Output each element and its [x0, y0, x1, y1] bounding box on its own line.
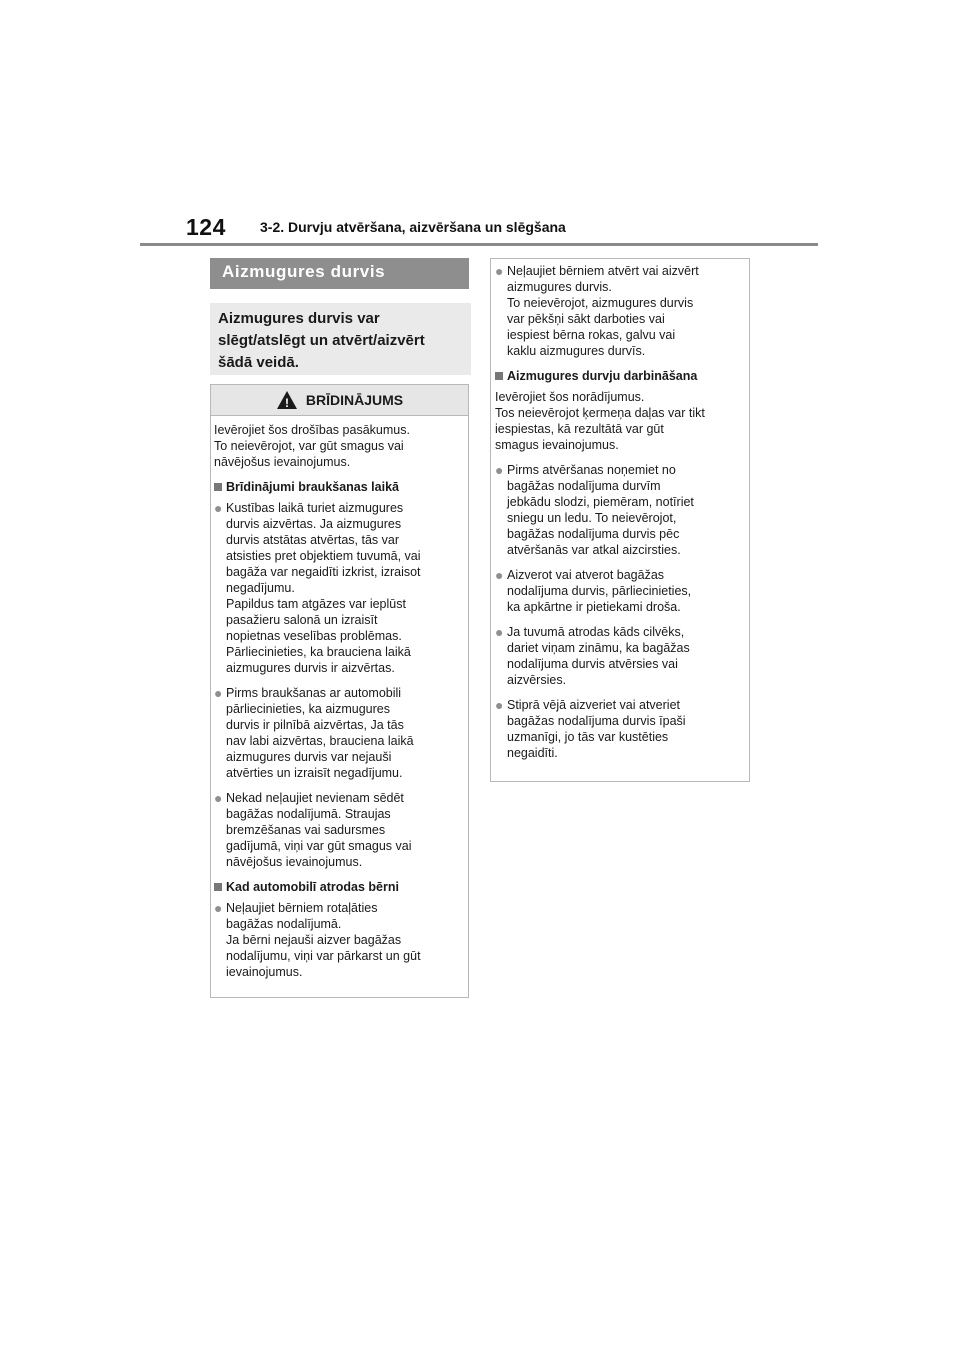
list-item: ● Nekad neļaujiet nevienam sēdēt bagāžas nodalījumā. Straujas bremzēšanas vai sadursmes gadījumā, viņi var gūt smagus vai nāvējošus ievainojumus.: [214, 790, 412, 869]
list-item: ● Neļaujiet bērniem atvērt vai aizvērt aizmugures durvis. To neievērojot, aizmugures durvis var pēkšņi sākt darboties vai iespiest bērna rokas, galvu vai kaklu aizmugures durvīs.: [495, 263, 699, 358]
intro-text: Aizmugures durvis var slēgt/atslēgt un atvērt/aizvērt šādā veidā.: [218, 310, 425, 371]
warning-header: [211, 385, 468, 416]
section-title: Aizmugures durvis: [210, 258, 469, 289]
intro-box: [210, 303, 471, 375]
bullet-icon: ●: [214, 900, 223, 916]
warning-subheading: Brīdinājumi braukšanas laikā: [214, 479, 460, 495]
bullet-icon: ●: [214, 790, 223, 806]
list-item: ● Stiprā vējā aizveriet vai atveriet bagāžas nodalījuma durvis īpaši uzmanīgi, jo tās var kustēties negaidīti.: [495, 697, 686, 760]
warning-mark: !: [284, 396, 289, 410]
page-number: 124: [186, 214, 226, 240]
bullet-icon: ●: [495, 263, 504, 279]
section-intro: Ievērojiet šos norādījumus. Tos neievērojot ķermeņa daļas var tikt iespiestas, kā rezultātā var gūt smagus ievainojumus.: [495, 390, 705, 452]
square-bullet-icon: [214, 483, 222, 491]
warning-box-continued: [490, 258, 750, 782]
list-item: ● Neļaujiet bērniem rotaļāties bagāžas nodalījumā. Ja bērni nejauši aizver bagāžas nodalījumu, viņi var pārkarst un gūt ievainojumus.: [214, 900, 421, 979]
bullet-icon: ●: [214, 500, 223, 516]
square-bullet-icon: [495, 372, 503, 380]
chapter-title: 3-2. Durvju atvēršana, aizvēršana un slēgšana: [260, 219, 566, 235]
bullet-icon: ●: [495, 697, 504, 713]
list-item: ● Aizverot vai atverot bagāžas nodalījuma durvis, pārliecinieties, ka apkārtne ir pietiekami droša.: [495, 567, 692, 614]
warning-title: BRĪDINĀJUMS: [305, 392, 404, 408]
warning-content-continued: [491, 259, 749, 761]
bullet-icon: ●: [495, 624, 504, 640]
header-rule: [140, 243, 818, 246]
bullet-icon: ●: [214, 685, 223, 701]
list-item: ● Ja tuvumā atrodas kāds cilvēks, dariet viņam zināmu, ka bagāžas nodalījuma durvis atvērsies vai aizvērsies.: [495, 624, 690, 687]
bullet-icon: ●: [495, 462, 504, 478]
warning-subheading: Kad automobilī atrodas bērni: [214, 879, 460, 895]
bullet-icon: ●: [495, 567, 504, 583]
warning-triangle-icon: [276, 390, 298, 410]
list-item: ● Kustības laikā turiet aizmugures durvis aizvērtas. Ja aizmugures durvis atstātas atvērtas, tās var atsisties pret objektiem tuvumā, vai bagāža var negaidīti izkrist, izraisot negadījumu. Papildus tam atgāzes var ieplūst pasažieru salonā un izraisīt nopietnas veselības problēmas. Pārliecinieties, ka brauciena laikā aizmugures durvis ir aizvērtas.: [214, 500, 421, 675]
square-bullet-icon: [214, 883, 222, 891]
warning-subheading: Aizmugures durvju darbināšana: [495, 368, 741, 384]
warning-box: [210, 384, 469, 998]
warning-intro: Ievērojiet šos drošības pasākumus. To neievērojot, var gūt smagus vai nāvējošus ievainojumus.: [214, 423, 410, 469]
warning-content: [211, 416, 468, 980]
list-item: ● Pirms braukšanas ar automobili pārliecinieties, ka aizmugures durvis ir pilnībā aizvērtas, Ja tās nav labi aizvērtas, brauciena laikā aizmugures durvis var nejauši atvērties un izraisīt negadījumu.: [214, 685, 414, 780]
list-item: ● Pirms atvēršanas noņemiet no bagāžas nodalījuma durvīm jebkādu slodzi, piemēram, notīriet sniegu un ledu. To neievērojot, bagāžas nodalījuma durvis pēc atvēršanās var atkal aizcirsties.: [495, 462, 694, 557]
